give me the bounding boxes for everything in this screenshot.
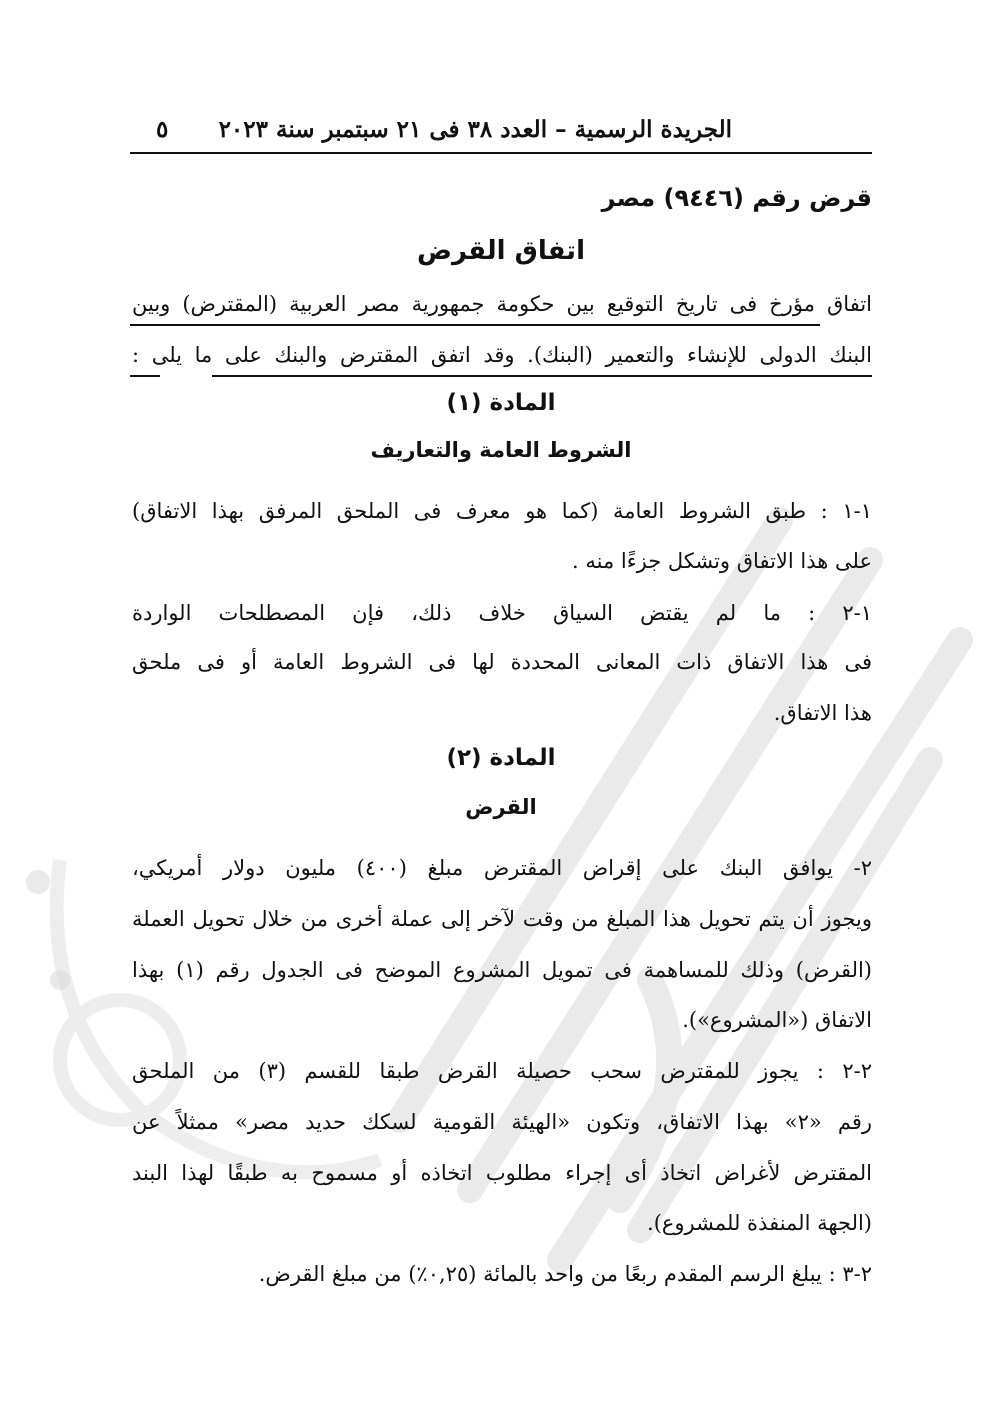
article-2-line: المقترض لأغراض اتخاذ أى إجراء مطلوب اتخاذه أو مسموح به طبقًا لهذا البند — [132, 1161, 872, 1185]
intro-line: اتفاق مؤرخ فى تاريخ التوقيع بين حكومة جمهورية مصر العربية (المقترض) وبين — [132, 292, 872, 316]
article-1-line: على هذا الاتفاق وتشكل جزءًا منه . — [572, 549, 872, 573]
article-1-line: ١-٢ : ما لم يقتض السياق خلاف ذلك، فإن المصطلحات الواردة — [132, 601, 872, 625]
page-header — [130, 112, 872, 154]
page-number: ٥ — [156, 116, 169, 143]
article-2-line: (الجهة المنفذة للمشروع). — [647, 1211, 872, 1235]
underline — [130, 375, 872, 377]
article-2-line: (القرض) وذلك للمساهمة فى تمويل المشروع الموضح فى الجدول رقم (١) بهذا — [132, 958, 872, 982]
document-title: اتفاق القرض — [417, 236, 585, 266]
article-2-subheading: القرض — [465, 795, 537, 819]
article-2-line: الاتفاق («المشروع»). — [682, 1008, 872, 1032]
article-1-heading: المادة (١) — [446, 390, 556, 416]
article-1-line: فى هذا الاتفاق ذات المعانى المحددة لها فى الشروط العامة أو فى ملحق — [132, 650, 872, 674]
loan-number: قرض رقم (٩٤٤٦) مصر — [601, 184, 872, 212]
article-1-line: ١-١ : طبق الشروط العامة (كما هو معرف فى الملحق المرفق بهذا الاتفاق) — [132, 499, 872, 523]
article-2-line: ٢-٣ : يبلغ الرسم المقدم ربعًا من واحد بالمائة (٠,٢٥٪) من مبلغ القرض. — [258, 1262, 872, 1286]
article-2-line: رقم «٢» بهذا الاتفاق، وتكون «الهيئة القومية لسكك حديد مصر» ممثلاً عن — [132, 1110, 872, 1134]
intro-line: البنك الدولى للإنشاء والتعمير (البنك). وقد اتفق المقترض والبنك على ما يلى : — [132, 343, 872, 367]
article-2-line: ٢-٢ : يجوز للمقترض سحب حصيلة القرض طبقا للقسم (٣) من الملحق — [132, 1059, 872, 1083]
article-2-heading: المادة (٢) — [446, 745, 556, 771]
article-2-line: ٢- يوافق البنك على إقراض المقترض مبلغ (٤٠٠) مليون دولار أمريكي، — [132, 856, 872, 880]
article-1-line: هذا الاتفاق. — [773, 701, 872, 725]
underline — [130, 324, 820, 326]
gazette-title: الجريدة الرسمية – العدد ٣٨ فى ٢١ سبتمبر سنة ٢٠٢٣ — [218, 116, 732, 143]
article-1-subheading: الشروط العامة والتعاريف — [370, 438, 632, 462]
article-2-line: ويجوز أن يتم تحويل هذا المبلغ من وقت لآخر إلى عملة أخرى من خلال تحويل العملة — [132, 907, 872, 931]
